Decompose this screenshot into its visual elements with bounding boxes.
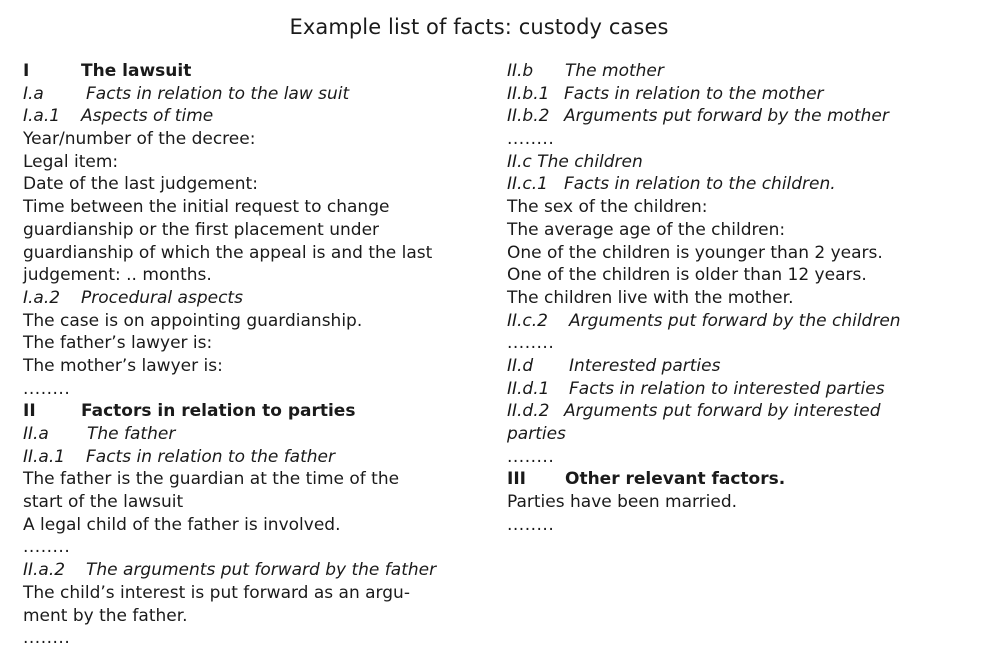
section-heading (23, 60, 483, 83)
subsubsection-number: II.b.2 (507, 106, 550, 127)
ellipsis-line: ........ (23, 537, 71, 558)
subsubsection-number: II.d.2 (507, 401, 550, 422)
subsubsection-heading (23, 446, 483, 469)
subsubsection-title: Arguments put forward by interested (564, 401, 881, 422)
subsection-title: The father (87, 424, 176, 444)
subsubsection-heading (507, 173, 987, 196)
ellipsis-line: ........ (23, 378, 71, 399)
subsubsection-title: Procedural aspects (81, 287, 243, 308)
subsubsection-number: II.b.1 (507, 83, 550, 104)
subsubsection-title: The arguments put forward by the father (86, 560, 437, 581)
subsection-number: I.a (23, 83, 44, 104)
text-line: Time between the initial request to change (23, 197, 390, 218)
text-line: ment by the father. (23, 605, 188, 626)
ellipsis-line: ........ (507, 129, 555, 150)
text-line: One of the children is younger than 2 years. (507, 242, 883, 263)
subsection-number: II.d (507, 355, 534, 376)
subsection-heading (23, 423, 483, 446)
text-line: guardianship or the first placement under (23, 219, 380, 240)
subsubsection-number: II.c.2 (507, 310, 548, 331)
text-line: A legal child of the father is involved. (23, 514, 341, 535)
text-line: The mother’s lawyer is: (23, 355, 223, 376)
section-number: II (23, 401, 36, 422)
ellipsis-line: ........ (23, 628, 71, 649)
subsection-heading: II.c The children (507, 151, 643, 172)
text-line: One of the children is older than 12 years. (507, 265, 867, 286)
section-title: Other relevant factors. (565, 469, 786, 490)
subsubsection-heading (23, 105, 483, 128)
subsubsection-number: II.c.1 (507, 174, 548, 195)
section-title: Factors in relation to parties (81, 401, 356, 422)
subsubsection-title-continued: parties (507, 424, 566, 444)
subsection-heading (23, 83, 483, 106)
text-line: Year/number of the decree: (23, 129, 256, 150)
subsubsection-title: Arguments put forward by the mother (564, 106, 889, 127)
text-line: start of the lawsuit (23, 492, 184, 513)
page-title: Example list of facts: custody cases (289, 15, 669, 39)
text-line: guardianship of which the appeal is and the last (23, 242, 433, 263)
section-heading (23, 400, 483, 423)
subsubsection-number: I.a.1 (23, 106, 61, 127)
subsubsection-number: II.d.1 (507, 378, 550, 399)
text-line: The average age of the children: (507, 219, 786, 240)
text-line: Date of the last judgement: (23, 174, 258, 195)
subsubsection-title: Facts in relation to the father (86, 446, 335, 467)
subsection-number: II.b (507, 61, 534, 81)
subsection-heading (507, 60, 987, 83)
subsubsection-number: II.a.2 (23, 560, 66, 581)
subsubsection-heading (507, 310, 987, 333)
subsubsection-heading (507, 83, 987, 106)
text-line: The father is the guardian at the time of the (23, 469, 400, 490)
subsection-title: Facts in relation to the law suit (86, 83, 350, 104)
subsubsection-title: Facts in relation to the mother (564, 83, 824, 104)
right-column (507, 60, 987, 536)
subsubsection-title: Aspects of time (81, 106, 214, 127)
text-line: Legal item: (23, 151, 119, 172)
section-title: The lawsuit (81, 61, 192, 81)
text-line: The case is on appointing guardianship. (23, 310, 363, 331)
text-line: The father’s lawyer is: (23, 333, 213, 354)
section-number: III (507, 469, 526, 490)
ellipsis-line: ........ (507, 514, 555, 535)
subsubsection-title: Arguments put forward by the children (569, 310, 901, 331)
text-line: judgement: .. months. (23, 265, 212, 286)
ellipsis-line: ........ (507, 446, 555, 467)
ellipsis-line: ........ (507, 333, 555, 354)
text-line: Parties have been married. (507, 492, 738, 513)
subsection-number: II.a (23, 424, 49, 444)
subsubsection-heading (507, 400, 987, 423)
subsection-heading (507, 355, 987, 378)
subsubsection-heading (23, 559, 483, 582)
subsubsection-heading (507, 105, 987, 128)
subsubsection-number: I.a.2 (23, 287, 61, 308)
subsubsection-number: II.a.1 (23, 446, 66, 467)
subsubsection-heading (507, 378, 987, 401)
text-line: The children live with the mother. (507, 287, 794, 308)
subsubsection-heading (23, 287, 483, 310)
text-line: The child’s interest is put forward as an argu- (23, 582, 410, 603)
section-number: I (23, 61, 30, 81)
text-line: The sex of the children: (507, 197, 708, 218)
left-column (23, 60, 483, 650)
subsection-title: The mother (565, 61, 664, 81)
section-heading (507, 468, 987, 491)
subsubsection-title: Facts in relation to interested parties (569, 378, 885, 399)
subsubsection-title: Facts in relation to the children. (564, 174, 836, 195)
subsection-title: Interested parties (569, 355, 721, 376)
